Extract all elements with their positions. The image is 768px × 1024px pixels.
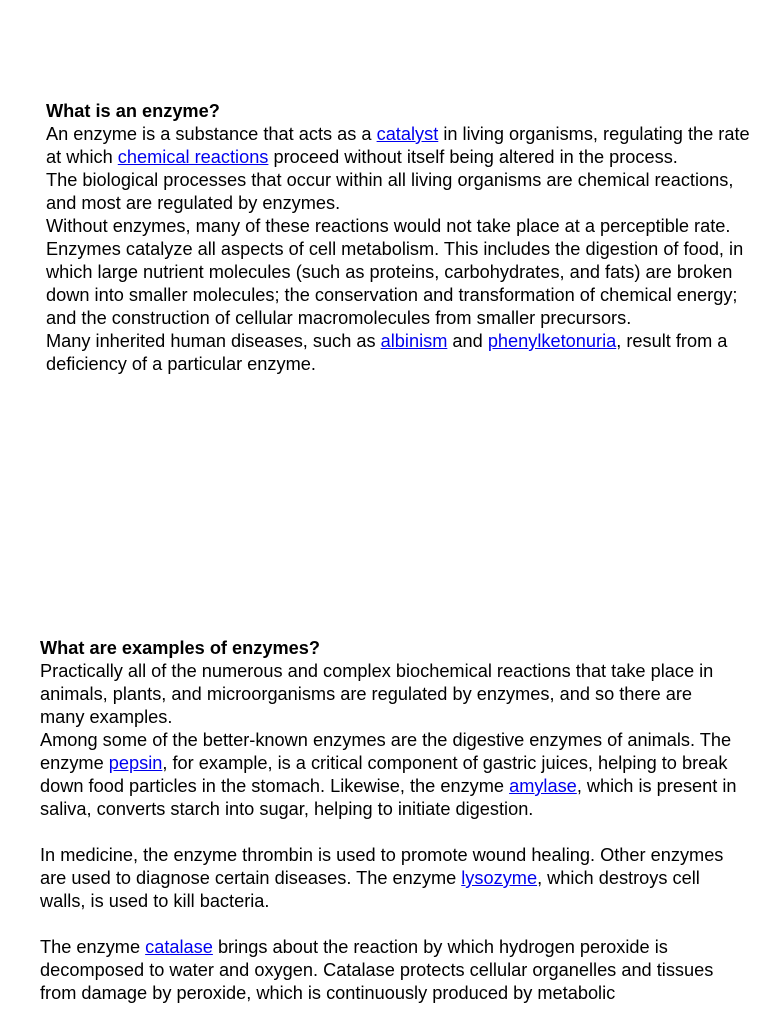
link-chemical-reactions[interactable]: chemical reactions bbox=[117, 147, 269, 167]
link-catalyst[interactable]: catalyst bbox=[376, 124, 439, 144]
paragraph bbox=[46, 123, 751, 169]
link-phenylketonuria[interactable]: phenylketonuria bbox=[487, 331, 617, 351]
paragraph-text: , for example, is a critical component of gastric juices, helping to break down food particles in the stomach. Likewise, the enzyme bbox=[40, 753, 728, 796]
paragraph-text: , result from a deficiency of a particular enzyme. bbox=[46, 331, 728, 374]
paragraph-text: , which is present in saliva, converts starch into sugar, helping to initiate digestion. bbox=[40, 776, 737, 819]
paragraph-text: brings about the reaction by which hydrogen peroxide is decomposed to water and oxygen. Catalase protects cellular organelles and tissues from damage by peroxide, which is continuously produced by metabolic bbox=[40, 937, 714, 1003]
paragraph-text: and bbox=[447, 331, 488, 351]
paragraph-text: in living organisms, regulating the rate at which bbox=[46, 124, 750, 167]
link-albinism[interactable]: albinism bbox=[380, 331, 448, 351]
paragraph-text: Among some of the better-known enzymes are the digestive enzymes of animals. The enzyme bbox=[40, 730, 732, 773]
section-examples-of-enzymes bbox=[40, 637, 740, 1005]
link-lysozyme[interactable]: lysozyme bbox=[461, 868, 538, 888]
paragraph: Enzymes catalyze all aspects of cell metabolism. This includes the digestion of food, in which large nutrient molecules (such as proteins, carbohydrates, and fats) are broken down into smaller molecules; the conservation and transformation of chemical energy; and the construction of cellular macromolecules from smaller precursors. bbox=[46, 239, 744, 328]
paragraph bbox=[40, 844, 740, 913]
link-catalase[interactable]: catalase bbox=[145, 937, 213, 957]
paragraph-text: The enzyme bbox=[40, 937, 146, 957]
paragraph: Without enzymes, many of these reactions would not take place at a perceptible rate. bbox=[46, 216, 731, 236]
paragraph-text: proceed without itself being altered in the process. bbox=[268, 147, 678, 167]
paragraph-text: Many inherited human diseases, such as bbox=[46, 331, 381, 351]
paragraph bbox=[40, 729, 740, 821]
link-amylase[interactable]: amylase bbox=[509, 776, 577, 796]
paragraph: The biological processes that occur within all living organisms are chemical reactions, and most are regulated by enzymes. bbox=[46, 170, 734, 213]
section-what-is-enzyme bbox=[46, 100, 751, 376]
paragraph bbox=[46, 330, 751, 376]
section-heading: What is an enzyme? bbox=[46, 101, 220, 121]
link-pepsin[interactable]: pepsin bbox=[108, 753, 163, 773]
paragraph-text: An enzyme is a substance that acts as a bbox=[46, 124, 377, 144]
paragraph: Practically all of the numerous and complex biochemical reactions that take place in animals, plants, and microorganisms are regulated by enzymes, and so there are many examples. bbox=[40, 661, 714, 727]
paragraph bbox=[40, 936, 740, 1005]
paragraph-text: , which destroys cell walls, is used to kill bacteria. bbox=[40, 868, 700, 911]
paragraph-spacer bbox=[40, 821, 740, 844]
section-heading: What are examples of enzymes? bbox=[40, 638, 320, 658]
paragraph-text: In medicine, the enzyme thrombin is used to promote wound healing. Other enzymes are used to diagnose certain diseases. The enzyme bbox=[40, 845, 724, 888]
paragraph-spacer bbox=[40, 913, 740, 936]
